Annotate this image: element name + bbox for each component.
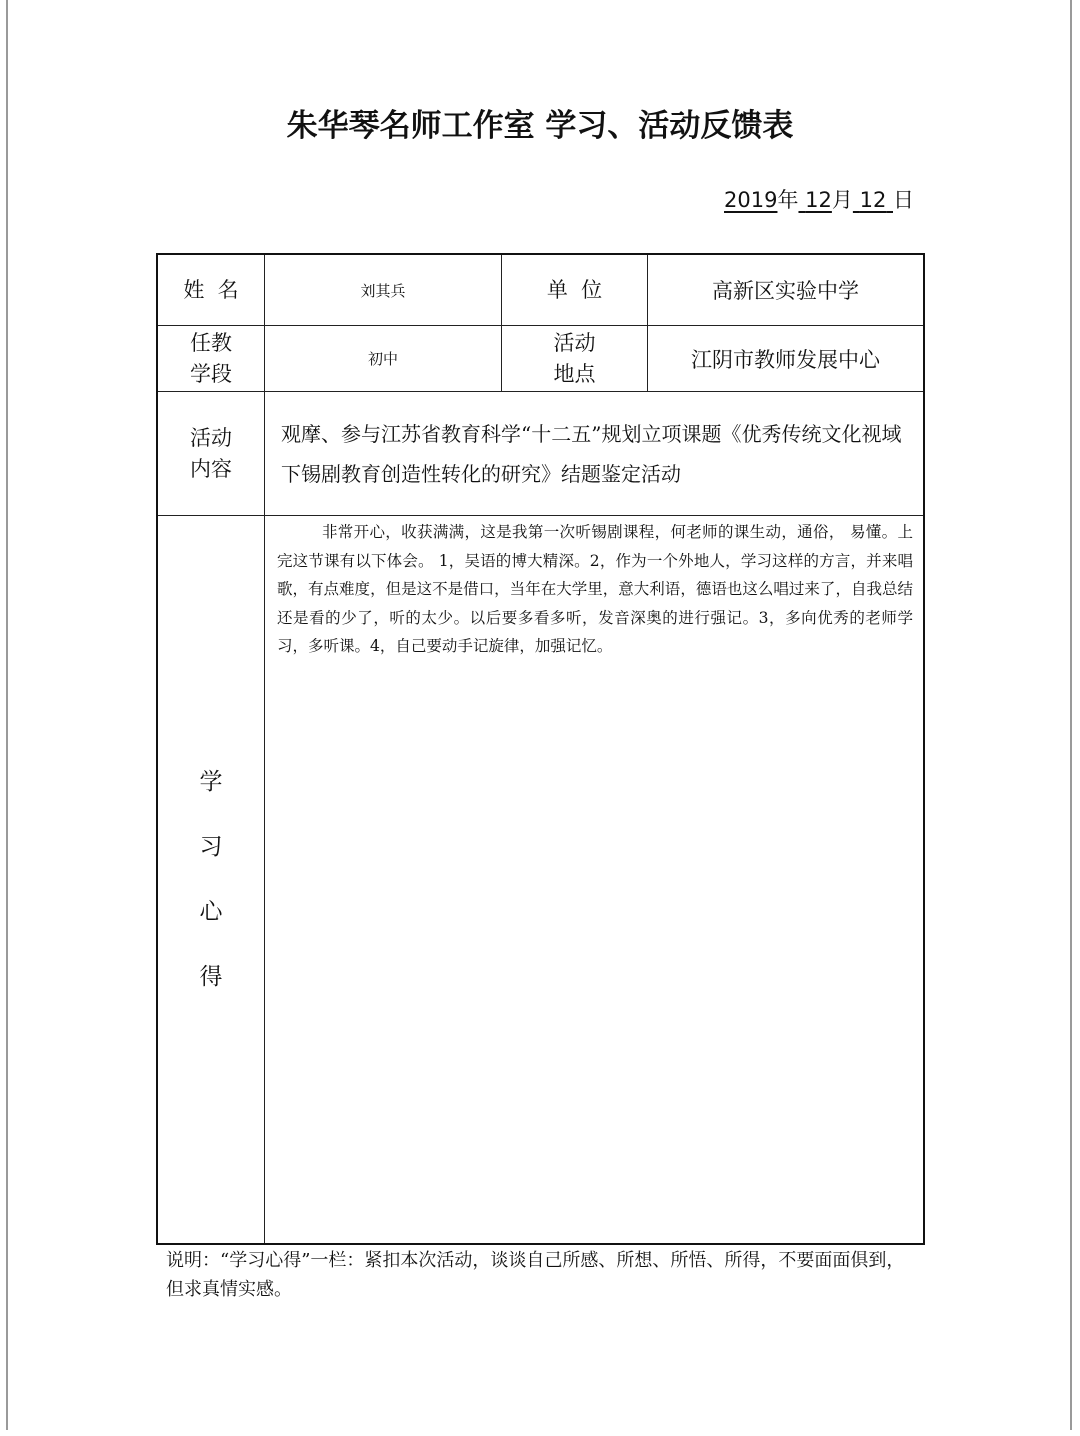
stage-label: 任教 学段 <box>158 326 265 392</box>
stage-value: 初中 <box>265 326 502 392</box>
feedback-form-table <box>156 253 925 1245</box>
date-day-unit: 日 <box>893 188 914 212</box>
experience-label: 学 习 心 得 <box>158 516 265 1243</box>
date-year: 2019 <box>724 188 778 212</box>
location-label: 活动 地点 <box>502 326 648 392</box>
page-title: 朱华琴名师工作室 学习、活动反馈表 <box>286 108 794 144</box>
name-label: 姓 名 <box>158 255 265 326</box>
date-month-unit: 月 <box>831 188 853 212</box>
experience-value: 非常开心，收获满满，这是我第一次听锡剧课程，何老师的课生动，通俗， 易懂。上完这节课有以下体会。 1，吴语的博大精深。2，作为一个外地人，学习这样的方言，并来唱歌，有点难度，但是这不是借口，当年在大学里，意大利语，德语也这么唱过来了，自我总结还是看的少了，听的太少。以后要多看多听，发音深奥的进行强记。3，多向优秀的老师学习，多听课。4，自己要动手记旋律，加强记忆。 <box>277 523 913 655</box>
content-value: 观摩、参与江苏省教育科学“十二五”规划立项课题《优秀传统文化视域下锡剧教育创造性转化的研究》结题鉴定活动 <box>265 392 923 516</box>
unit-value: 高新区实验中学 <box>648 255 923 326</box>
content-label: 活动 内容 <box>158 392 265 516</box>
form-date <box>724 184 914 214</box>
form-note: 说明：“学习心得”一栏：紧扣本次活动，谈谈自己所感、所想、所悟、所得，不要面面俱到，但求真情实感。 <box>166 1250 905 1300</box>
unit-label: 单 位 <box>502 255 648 326</box>
date-day: 12 <box>859 188 887 212</box>
name-value: 刘其兵 <box>265 255 502 326</box>
date-month: 12 <box>805 188 832 212</box>
location-value: 江阴市教师发展中心 <box>648 326 923 392</box>
date-year-unit: 年 <box>777 188 799 212</box>
